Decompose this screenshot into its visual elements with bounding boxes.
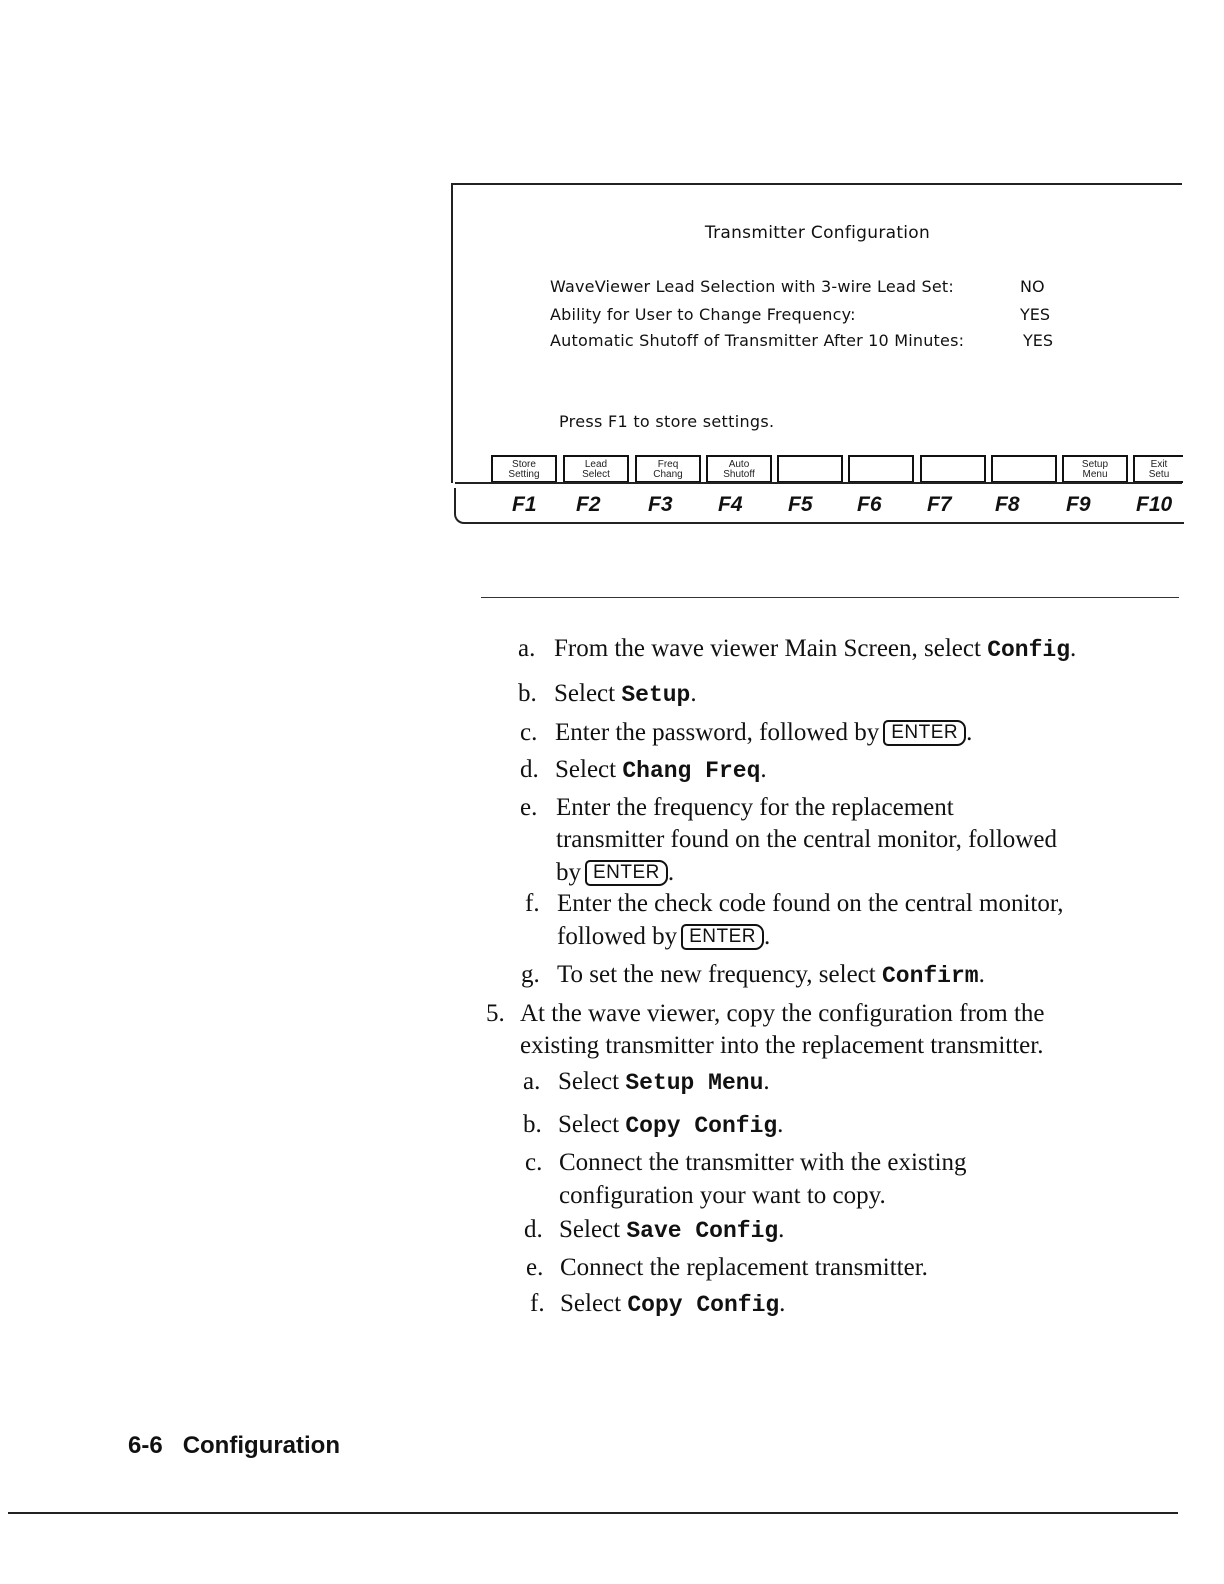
softkey-f6-blank[interactable] bbox=[848, 455, 914, 483]
step-end: . bbox=[978, 961, 985, 988]
fkey-f10[interactable]: F10 bbox=[1136, 493, 1173, 516]
setting-label-change-frequency: Ability for User to Change Frequency: bbox=[550, 305, 856, 324]
step-text: by bbox=[556, 859, 581, 886]
screen-title: Transmitter Configuration bbox=[704, 223, 931, 243]
step-text: transmitter found on the central monitor, followed bbox=[556, 826, 1057, 853]
step-text: followed by bbox=[557, 923, 678, 950]
step-text: Select bbox=[558, 1111, 626, 1138]
command-setup-menu: Setup Menu bbox=[625, 1070, 764, 1096]
step-end: . bbox=[690, 680, 697, 707]
step-text: Connect the replacement transmitter. bbox=[560, 1254, 928, 1281]
step-text: At the wave viewer, copy the configuration from the bbox=[520, 1000, 1045, 1027]
softkey-lead-select[interactable] bbox=[563, 455, 629, 483]
command-save-config: Save Config bbox=[626, 1218, 779, 1244]
softkey-label: Exit bbox=[1150, 459, 1168, 470]
fkey-f4[interactable]: F4 bbox=[718, 493, 743, 516]
step-label: g. bbox=[521, 961, 540, 988]
step-end: . bbox=[760, 756, 767, 783]
setting-label-lead-selection: WaveViewer Lead Selection with 3-wire Lead Set: bbox=[550, 277, 954, 296]
enter-key: ENTER bbox=[681, 924, 764, 950]
fkey-f1[interactable]: F1 bbox=[512, 493, 537, 516]
softkey-label: Lead bbox=[584, 459, 608, 470]
step-text: Connect the transmitter with the existing bbox=[559, 1149, 967, 1176]
softkey-label: Setting bbox=[508, 469, 540, 480]
step-end: . bbox=[667, 859, 675, 886]
step-text: configuration your want to copy. bbox=[559, 1182, 886, 1209]
screen-prompt: Press F1 to store settings. bbox=[559, 412, 775, 431]
softkey-label: Chang bbox=[653, 469, 683, 480]
step-end: . bbox=[777, 1111, 784, 1138]
command-copy-config: Copy Config bbox=[625, 1113, 778, 1139]
step-text: existing transmitter into the replacement transmitter. bbox=[520, 1032, 1044, 1059]
step-text: From the wave viewer Main Screen, select bbox=[554, 635, 988, 662]
page-footer-label: 6-6 Configuration bbox=[128, 1432, 340, 1459]
softkey-store-setting[interactable] bbox=[491, 455, 557, 483]
setting-value-change-frequency: YES bbox=[1020, 305, 1051, 324]
setting-label-auto-shutoff: Automatic Shutoff of Transmitter After 10 Minutes: bbox=[550, 331, 965, 350]
function-key-strip bbox=[454, 488, 1184, 524]
step-end: . bbox=[764, 923, 771, 950]
softkey-setup-menu[interactable] bbox=[1062, 455, 1128, 483]
step-text: To set the new frequency, select bbox=[557, 961, 882, 988]
step-label: f. bbox=[525, 890, 540, 917]
softkey-label: Setup bbox=[1081, 459, 1109, 470]
step-end: . bbox=[778, 1216, 785, 1243]
step-label: d. bbox=[520, 756, 539, 783]
step-end: . bbox=[779, 1290, 786, 1317]
setting-value-lead-selection: NO bbox=[1020, 277, 1045, 296]
step-label: f. bbox=[530, 1290, 545, 1317]
step-label: c. bbox=[525, 1149, 543, 1176]
fkey-f5[interactable]: F5 bbox=[788, 493, 813, 516]
command-confirm: Confirm bbox=[881, 963, 979, 989]
softkey-freq-chang[interactable] bbox=[635, 455, 701, 483]
fkey-f7[interactable]: F7 bbox=[927, 493, 952, 516]
softkey-f7-blank[interactable] bbox=[920, 455, 986, 483]
step-text: Select bbox=[558, 1068, 626, 1095]
step-end: . bbox=[763, 1068, 770, 1095]
softkey-exit-setup[interactable] bbox=[1133, 455, 1183, 483]
enter-key: ENTER bbox=[585, 860, 668, 886]
command-config: Config bbox=[987, 637, 1071, 663]
command-chang-freq: Chang Freq bbox=[622, 758, 761, 784]
fkey-f2[interactable]: F2 bbox=[576, 493, 601, 516]
fkey-f8[interactable]: F8 bbox=[995, 493, 1020, 516]
step-text: Enter the frequency for the replacement bbox=[556, 794, 954, 821]
step-text: Select bbox=[554, 680, 622, 707]
softkey-label: Setu bbox=[1148, 469, 1170, 480]
softkey-label: Select bbox=[582, 469, 610, 480]
step-end: . bbox=[1070, 635, 1077, 662]
softkey-label: Freq bbox=[657, 459, 679, 470]
softkey-f5-blank[interactable] bbox=[777, 455, 843, 483]
enter-key: ENTER bbox=[883, 720, 966, 746]
step-label: b. bbox=[523, 1111, 542, 1138]
footer-rule bbox=[8, 1512, 1178, 1514]
step-text: Select bbox=[559, 1216, 627, 1243]
step-label: b. bbox=[518, 680, 537, 707]
fkey-f3[interactable]: F3 bbox=[648, 493, 673, 516]
step-number: 5. bbox=[486, 1000, 505, 1027]
fkey-f6[interactable]: F6 bbox=[857, 493, 882, 516]
step-label: a. bbox=[518, 635, 536, 662]
step-end: . bbox=[966, 719, 973, 746]
step-text: Enter the check code found on the central monitor, bbox=[557, 890, 1064, 917]
step-label: c. bbox=[520, 719, 538, 746]
softkey-f8-blank[interactable] bbox=[991, 455, 1057, 483]
softkey-bar bbox=[491, 455, 1191, 483]
step-label: e. bbox=[520, 794, 538, 821]
screen-bottom-edge bbox=[455, 482, 1182, 484]
command-copy-config: Copy Config bbox=[627, 1292, 780, 1318]
step-label: d. bbox=[524, 1216, 543, 1243]
step-text: Select bbox=[560, 1290, 628, 1317]
step-text: Select bbox=[555, 756, 623, 783]
transmitter-config-screen bbox=[451, 183, 1182, 483]
softkey-label: Auto bbox=[728, 459, 750, 470]
step-label: a. bbox=[523, 1068, 541, 1095]
softkey-label: Menu bbox=[1082, 469, 1108, 480]
softkey-auto-shutoff[interactable] bbox=[706, 455, 772, 483]
softkey-label: Shutoff bbox=[723, 469, 755, 480]
setting-value-auto-shutoff: YES bbox=[1023, 331, 1054, 350]
step-text: Enter the password, followed by bbox=[555, 719, 880, 746]
softkey-label: Store bbox=[512, 459, 536, 470]
section-divider bbox=[481, 597, 1179, 598]
fkey-f9[interactable]: F9 bbox=[1066, 493, 1091, 516]
command-setup: Setup bbox=[621, 682, 691, 708]
step-label: e. bbox=[526, 1254, 544, 1281]
